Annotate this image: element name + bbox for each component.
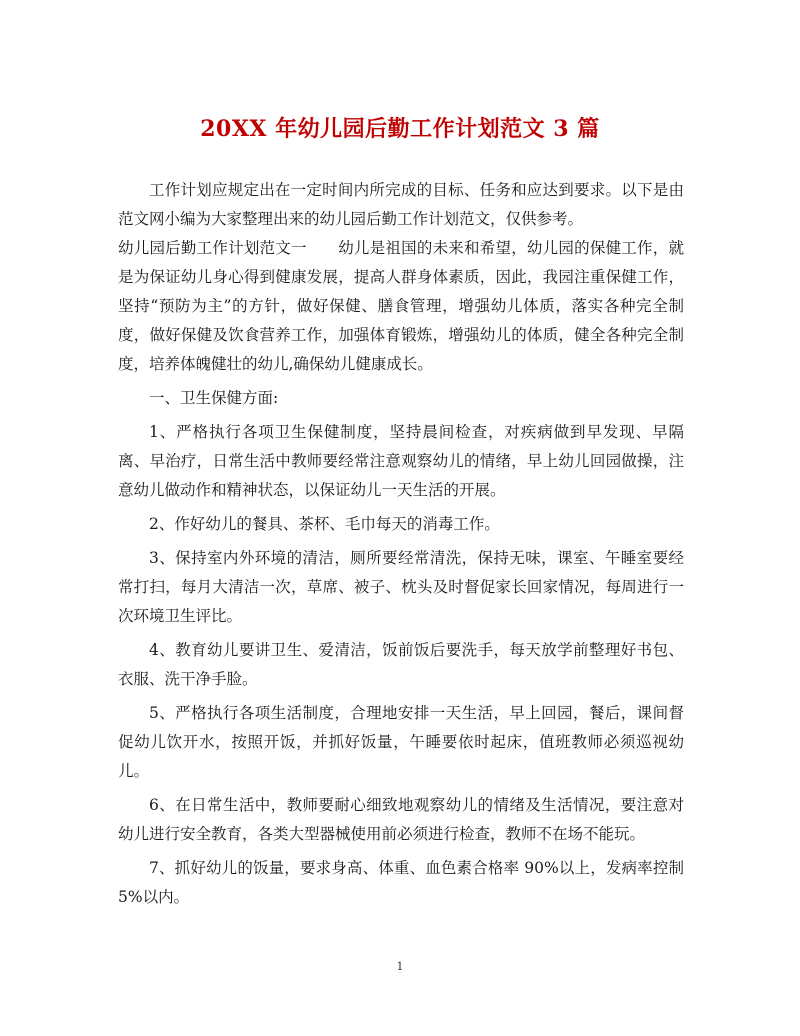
document-body xyxy=(118,176,684,912)
list-item-1: 1、严格执行各项卫生保健制度，坚持晨间检查，对疾病做到早发现、早隔离、早治疗，日常生活中教师要经常注意观察幼儿的情绪，早上幼儿回园做操，注意幼儿做动作和精神状态，以保证幼儿一天生活的开展。 xyxy=(118,423,684,499)
paragraph-plan-one: 幼儿园后勤工作计划范文一 幼儿是祖国的未来和希望，幼儿园的保健工作，就是为保证幼儿身心得到健康发展，提高人群身体素质，因此，我园注重保健工作，坚持“预防为主”的方针，做好保健、膳食管理，增强幼儿体质，落实各种完全制度，做好保健及饮食营养工作，加强体育锻炼，增强幼儿的体质，健全各种完全制度，培养体魄健壮的幼儿,确保幼儿健康成长。 xyxy=(118,239,684,373)
list-item-3: 3、保持室内外环境的清洁，厕所要经常清洗，保持无味，课室、午睡室要经常打扫，每月大清洁一次，草席、被子、枕头及时督促家长回家情况，每周进行一次环境卫生评比。 xyxy=(118,549,684,625)
list-item-2: 2、作好幼儿的餐具、茶杯、毛巾每天的消毒工作。 xyxy=(149,515,500,533)
section-heading: 一、卫生保健方面: xyxy=(149,389,279,407)
document-title: 20XX 年幼儿园后勤工作计划范文 3 篇 xyxy=(200,116,600,142)
paragraph-intro: 工作计划应规定出在一定时间内所完成的目标、任务和应达到要求。以下是由范文网小编为大家整理出来的幼儿园后勤工作计划范文，仅供参考。 xyxy=(118,181,684,228)
list-item-6: 6、在日常生活中，教师要耐心细致地观察幼儿的情绪及生活情况，要注意对幼儿进行安全教育，各类大型器械使用前必须进行检查，教师不在场不能玩。 xyxy=(118,796,684,843)
list-item-7: 7、抓好幼儿的饭量，要求身高、体重、血色素合格率 90%以上，发病率控制5%以内。 xyxy=(118,859,684,906)
list-item-4: 4、教育幼儿要讲卫生、爱清洁，饭前饭后要洗手，每天放学前整理好书包、衣服、洗干净手脸。 xyxy=(118,641,684,688)
list-item-5: 5、严格执行各项生活制度，合理地安排一天生活，早上回园，餐后，课间督促幼儿饮开水，按照开饭，并抓好饭量，午睡要依时起床，值班教师必须巡视幼儿。 xyxy=(118,704,684,780)
page-number: 1 xyxy=(396,960,404,973)
